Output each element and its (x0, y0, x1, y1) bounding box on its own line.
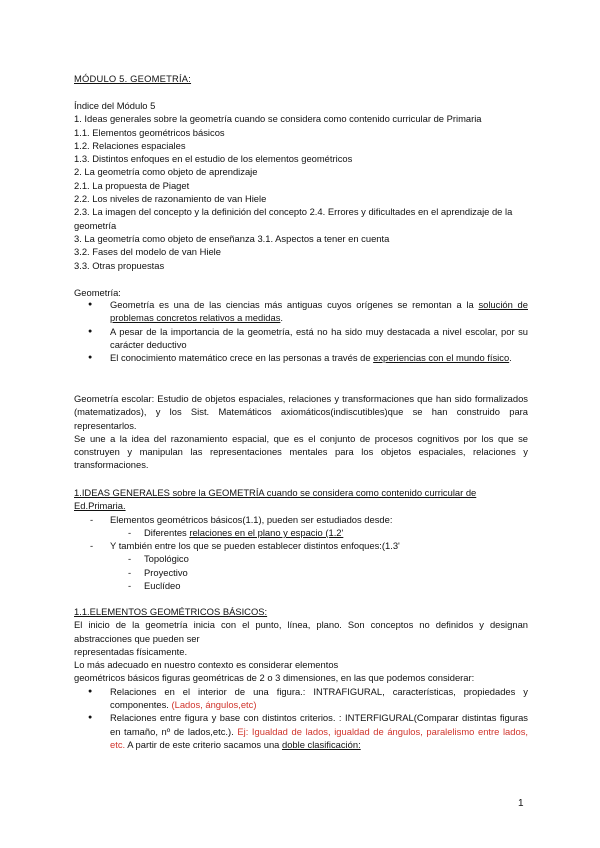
bullet-text: A pesar de la importancia de la geometría, está no ha sido muy destacada a nivel escolar, por su carácter deductivo (110, 325, 528, 350)
sub-dash-item: - Euclídeo (128, 580, 181, 592)
section-1-1 (74, 605, 528, 751)
paragraph: representadas físicamente. (74, 645, 188, 657)
underlined-phrase: doble clasificación: (281, 738, 361, 750)
index-item: 3. La geometría como objeto de enseñanza 3.1. Aspectos a tener en cuenta (74, 232, 390, 244)
bullet-item (74, 351, 528, 364)
index-item: 2.2. Los niveles de razonamiento de van Hiele (74, 193, 267, 205)
bullet-text: Relaciones en el interior de una figura.: INTRAFIGURAL, características, propiedades y componentes. (110, 685, 528, 711)
paragraph: El inicio de la geometría inicia con el punto, línea, plano. Son conceptos no definidos y designan abstracciones que pueden ser (74, 619, 528, 644)
bullet-text: A partir de este criterio sacamos una (125, 738, 282, 750)
geometria-escolar (74, 392, 528, 472)
red-text: (Lados, ángulos,etc) (171, 699, 257, 711)
index-item: 1.1. Elementos geométricos básicos (74, 126, 225, 138)
section-heading: 1.IDEAS GENERALES sobre la GEOMETRÍA cuando se considera como contenido curricular de Ed.Primaria. (74, 487, 477, 512)
dash-text: Y también entre los que se pueden establecer distintos enfoques:(1.3' (110, 540, 400, 552)
paragraph: Se une a la idea del razonamiento espacial, que es el conjunto de procesos cognitivos por los que se construyen y manipulan las representaciones mentales para los objetos espaciales, relaciones y transformaciones. (74, 432, 528, 471)
geometria-label: Geometría: (74, 287, 121, 298)
paragraph: Geometría escolar: Estudio de objetos espaciales, relaciones y transformaciones que han sido formalizados (matematizados), y los Sist. Matemáticos axiomáticos(indiscutibles)que se han construido para representarlos. (74, 393, 528, 431)
underlined-phrase: solución de problemas concretos relativos a medidas (110, 299, 528, 324)
sub-dash-item: - Proyectivo (128, 566, 188, 578)
paragraph: Lo más adecuado en nuestro contexto es considerar elementos (74, 659, 339, 671)
bullet-item (74, 325, 528, 352)
geometria-bullets (74, 298, 528, 364)
index-item: 1.2. Relaciones espaciales (74, 139, 186, 151)
sub-dash-item: - Diferentes relaciones en el plano y espacio (1.2' (128, 526, 344, 538)
sub-dash-item: - Topológico (128, 553, 189, 565)
index-item: 2.3. La imagen del concepto y la definición del concepto 2.4. Errores y dificultades en el aprendizaje de la geometría (74, 206, 513, 231)
bullet-item (74, 711, 528, 751)
enfoque-item: Euclídeo (144, 580, 181, 592)
dash-item: - Elementos geométricos básicos(1.1), pueden ser estudiados desde: (90, 513, 393, 525)
underlined-phrase: experiencias con el mundo físico (373, 352, 510, 364)
bullet-text: El conocimiento matemático crece en las personas a través de (110, 352, 374, 364)
index-item: 2.1. La propuesta de Piaget (74, 179, 190, 191)
index-item: 1. Ideas generales sobre la geometría cuando se considera como contenido curricular de Primaria (74, 113, 482, 125)
bullet-text: . (509, 352, 512, 364)
dash-text: Elementos geométricos básicos(1.1), pueden ser estudiados desde: (110, 513, 393, 525)
module-index (74, 99, 528, 272)
index-item: 3.3. Otras propuestas (74, 259, 165, 271)
index-item: 3.2. Fases del modelo de van Hiele (74, 246, 221, 258)
module-title: MÓDULO 5. GEOMETRÍA: (74, 73, 192, 84)
dash-text: Diferentes (144, 526, 190, 538)
index-item: 1.3. Distintos enfoques en el estudio de los elementos geométricos (74, 153, 353, 165)
enfoque-item: Proyectivo (144, 566, 188, 578)
page-number: 1 (518, 798, 524, 809)
index-heading: Índice del Módulo 5 (74, 100, 156, 111)
enfoque-item: Topológico (144, 553, 189, 565)
index-item: 2. La geometría como objeto de aprendizaje (74, 166, 258, 178)
bullet-item (74, 685, 528, 712)
red-text: Ej: Igualdad de lados, igualdad de ángulos, paralelismo entre lados, etc. (110, 725, 528, 750)
bullet-text: Geometría es una de las ciencias más antiguas cuyos orígenes se remontan a la (110, 299, 479, 310)
section-heading: 1.1.ELEMENTOS GEOMÉTRICOS BÁSICOS: (74, 606, 268, 617)
dash-item: - Y también entre los que se pueden establecer distintos enfoques:(1.3' (90, 540, 400, 552)
section-1 (74, 486, 528, 592)
bullet-item (74, 298, 528, 325)
underlined-phrase: relaciones en el plano y espacio (1.2' (189, 526, 344, 538)
bullet-text: . (280, 312, 284, 324)
bullet-text: Relaciones entre figura y base con distintos criterios. : INTERFIGURAL(Comparar distintas figuras en tamaño, nº de lados,etc.). (110, 712, 528, 737)
paragraph: geométricos básicos figuras geométricas de 2 o 3 dimensiones, en las que podemos considerar: (74, 672, 475, 684)
